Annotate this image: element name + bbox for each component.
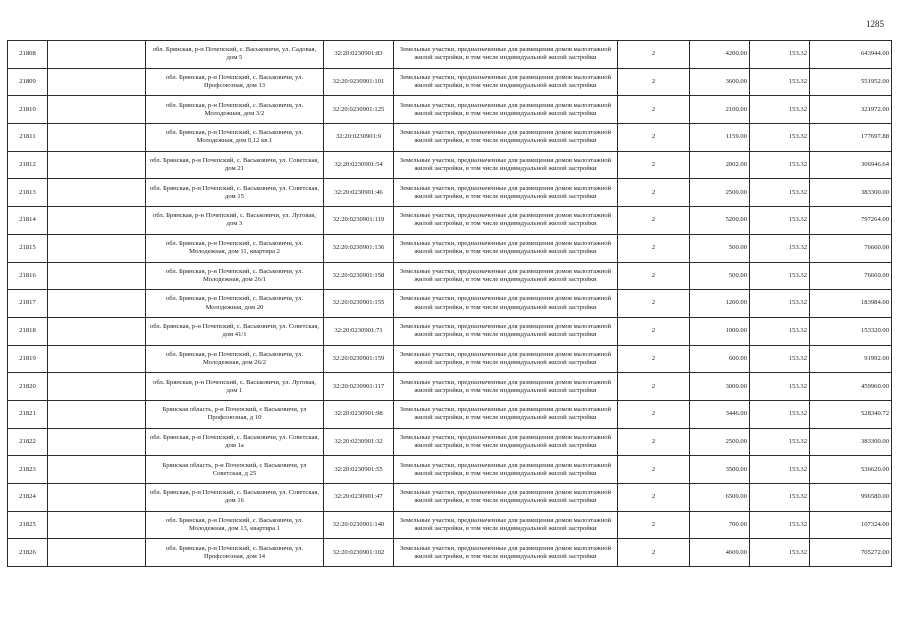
permitted-use-cell: Земельные участки, предназначенные для размещения домов малоэтажной жилой застройки, в том числе индивидуальной жилой застройки (394, 400, 618, 428)
group-code-cell: 2 (618, 151, 690, 179)
permitted-use-cell: Земельные участки, предназначенные для размещения домов малоэтажной жилой застройки, в том числе индивидуальной жилой застройки (394, 317, 618, 345)
table-body (8, 41, 892, 567)
permitted-use-cell: Земельные участки, предназначенные для размещения домов малоэтажной жилой застройки, в том числе индивидуальной жилой застройки (394, 428, 618, 456)
specific-value-cell: 153.32 (750, 345, 810, 373)
table-row (8, 234, 892, 262)
cadastral-number-cell: 32:20:0230901:117 (324, 373, 394, 401)
area-cell: 2002.00 (690, 151, 750, 179)
group-code-cell: 2 (618, 290, 690, 318)
group-code-cell: 2 (618, 234, 690, 262)
group-code-cell: 2 (618, 207, 690, 235)
cadastral-number-cell: 32:20:0230901:125 (324, 96, 394, 124)
address-cell: обл. Брянская, р-н Почепский, с. Васьковичи, ул. Профсоюзная, дом 14 (146, 539, 324, 567)
cadastral-value-cell: 107324.00 (810, 511, 892, 539)
cadastral-number-cell: 32:20:0230901:101 (324, 68, 394, 96)
group-code-cell: 2 (618, 400, 690, 428)
area-cell: 500.00 (690, 262, 750, 290)
address-cell: обл. Брянская, р-н Почепский, с. Васьковичи, ул. Молодежная, дом 0,12 кв.1 (146, 124, 324, 152)
group-code-cell: 2 (618, 68, 690, 96)
permitted-use-cell: Земельные участки, предназначенные для размещения домов малоэтажной жилой застройки, в том числе индивидуальной жилой застройки (394, 290, 618, 318)
row-number-cell: 21818 (8, 317, 48, 345)
row-number-cell: 21821 (8, 400, 48, 428)
group-code-cell: 2 (618, 262, 690, 290)
area-cell: 3600.00 (690, 68, 750, 96)
permitted-use-cell: Земельные участки, предназначенные для размещения домов малоэтажной жилой застройки, в том числе индивидуальной жилой застройки (394, 96, 618, 124)
area-cell: 2500.00 (690, 428, 750, 456)
address-cell: обл. Брянская, р-н Почепский, с. Васьковичи, ул. Молодежная, дом 3/2 (146, 96, 324, 124)
area-cell: 4200.00 (690, 41, 750, 69)
cadastral-number-cell: 32:20:0230901:55 (324, 456, 394, 484)
area-cell: 600.00 (690, 345, 750, 373)
area-cell: 2500.00 (690, 179, 750, 207)
row-number-cell: 21824 (8, 484, 48, 512)
permitted-use-cell: Земельные участки, предназначенные для размещения домов малоэтажной жилой застройки, в том числе индивидуальной жилой застройки (394, 456, 618, 484)
spacer-cell (48, 317, 146, 345)
row-number-cell: 21814 (8, 207, 48, 235)
group-code-cell: 2 (618, 179, 690, 207)
cadastral-number-cell: 32:20:0230901:159 (324, 345, 394, 373)
address-cell: обл. Брянская, р-н Почепский, с. Васьковичи, ул. Молодежная, дом 20 (146, 290, 324, 318)
cadastral-value-cell: 76660.00 (810, 234, 892, 262)
row-number-cell: 21813 (8, 179, 48, 207)
table-row (8, 96, 892, 124)
specific-value-cell: 153.32 (750, 539, 810, 567)
table-row (8, 511, 892, 539)
group-code-cell: 2 (618, 484, 690, 512)
specific-value-cell: 153.32 (750, 41, 810, 69)
table-row (8, 317, 892, 345)
table-row (8, 373, 892, 401)
specific-value-cell: 153.32 (750, 262, 810, 290)
address-cell: обл. Брянская, р-н Почепский, с. Васьковичи, ул. Советская, дом 41/1 (146, 317, 324, 345)
group-code-cell: 2 (618, 345, 690, 373)
table-row (8, 41, 892, 69)
cadastral-value-cell: 383300.00 (810, 179, 892, 207)
area-cell: 1200.00 (690, 290, 750, 318)
row-number-cell: 21826 (8, 539, 48, 567)
row-number-cell: 21816 (8, 262, 48, 290)
table-row (8, 539, 892, 567)
area-cell: 5200.00 (690, 207, 750, 235)
permitted-use-cell: Земельные участки, предназначенные для размещения домов малоэтажной жилой застройки, в том числе индивидуальной жилой застройки (394, 345, 618, 373)
spacer-cell (48, 400, 146, 428)
row-number-cell: 21825 (8, 511, 48, 539)
permitted-use-cell: Земельные участки, предназначенные для размещения домов малоэтажной жилой застройки, в том числе индивидуальной жилой застройки (394, 262, 618, 290)
address-cell: Брянская область, р-н Почепский, с Васьковичи, ул Советская, д 25 (146, 456, 324, 484)
group-code-cell: 2 (618, 41, 690, 69)
area-cell: 3000.00 (690, 373, 750, 401)
cadastral-number-cell: 32:20:0230901:54 (324, 151, 394, 179)
address-cell: обл. Брянская, р-н Почепский, с. Васьковичи, ул. Молодежная, дом 26/1 (146, 262, 324, 290)
spacer-cell (48, 179, 146, 207)
specific-value-cell: 153.32 (750, 234, 810, 262)
cadastral-value-cell: 306946.64 (810, 151, 892, 179)
cadastral-value-cell: 528340.72 (810, 400, 892, 428)
specific-value-cell: 153.32 (750, 124, 810, 152)
permitted-use-cell: Земельные участки, предназначенные для размещения домов малоэтажной жилой застройки, в том числе индивидуальной жилой застройки (394, 511, 618, 539)
specific-value-cell: 153.32 (750, 484, 810, 512)
address-cell: обл. Брянская, р-н Почепский, с. Васьковичи, ул. Советская, дом 21 (146, 151, 324, 179)
spacer-cell (48, 511, 146, 539)
group-code-cell: 2 (618, 373, 690, 401)
cadastral-value-cell: 76660.00 (810, 262, 892, 290)
spacer-cell (48, 68, 146, 96)
address-cell: обл. Брянская, р-н Почепский, с. Васьковичи, ул. Советская, дом 16 (146, 484, 324, 512)
area-cell: 2100.00 (690, 96, 750, 124)
spacer-cell (48, 41, 146, 69)
cadastral-number-cell: 32:20:0230901:136 (324, 234, 394, 262)
cadastral-value-cell: 536620.00 (810, 456, 892, 484)
specific-value-cell: 153.32 (750, 511, 810, 539)
cadastral-number-cell: 32:20:0230901:46 (324, 179, 394, 207)
address-cell: обл. Брянская, р-н Почепский, с. Васьковичи, ул. Советская, дом 15 (146, 179, 324, 207)
cadastral-number-cell: 32:20:0230901:32 (324, 428, 394, 456)
address-cell: обл. Брянская, р-н Почепский, с. Васьковичи, ул. Молодежная, дом 11, квартира 2 (146, 234, 324, 262)
specific-value-cell: 153.32 (750, 96, 810, 124)
cadastral-value-cell: 153320.00 (810, 317, 892, 345)
specific-value-cell: 153.32 (750, 317, 810, 345)
cadastral-value-cell: 996580.00 (810, 484, 892, 512)
table-row (8, 400, 892, 428)
spacer-cell (48, 234, 146, 262)
specific-value-cell: 153.32 (750, 179, 810, 207)
table-row (8, 262, 892, 290)
spacer-cell (48, 345, 146, 373)
spacer-cell (48, 151, 146, 179)
address-cell: обл. Брянская, р-н Почепский, с. Васьковичи, ул. Молодежная, дом 26/2 (146, 345, 324, 373)
cadastral-number-cell: 32:20:0230901:102 (324, 539, 394, 567)
specific-value-cell: 153.32 (750, 428, 810, 456)
address-cell: обл. Брянская, р-н Почепский, с. Васьковичи, ул. Садовая, дом 5 (146, 41, 324, 69)
area-cell: 3500.00 (690, 456, 750, 484)
table-row (8, 151, 892, 179)
permitted-use-cell: Земельные участки, предназначенные для размещения домов малоэтажной жилой застройки, в том числе индивидуальной жилой застройки (394, 539, 618, 567)
cadastral-value-cell: 321972.00 (810, 96, 892, 124)
table-row (8, 124, 892, 152)
spacer-cell (48, 96, 146, 124)
row-number-cell: 21811 (8, 124, 48, 152)
cadastral-value-cell: 551952.00 (810, 68, 892, 96)
permitted-use-cell: Земельные участки, предназначенные для размещения домов малоэтажной жилой застройки, в том числе индивидуальной жилой застройки (394, 68, 618, 96)
page-number: 1285 (866, 19, 884, 29)
specific-value-cell: 153.32 (750, 373, 810, 401)
area-cell: 1000.00 (690, 317, 750, 345)
table-row (8, 428, 892, 456)
address-cell: обл. Брянская, р-н Почепский, с. Васьковичи, ул. Луговая, дом 3 (146, 207, 324, 235)
spacer-cell (48, 428, 146, 456)
specific-value-cell: 153.32 (750, 68, 810, 96)
area-cell: 500.00 (690, 234, 750, 262)
address-cell: обл. Брянская, р-н Почепский, с. Васьковичи, ул. Луговая, дом 1 (146, 373, 324, 401)
spacer-cell (48, 290, 146, 318)
spacer-cell (48, 373, 146, 401)
permitted-use-cell: Земельные участки, предназначенные для размещения домов малоэтажной жилой застройки, в том числе индивидуальной жилой застройки (394, 179, 618, 207)
permitted-use-cell: Земельные участки, предназначенные для размещения домов малоэтажной жилой застройки, в том числе индивидуальной жилой застройки (394, 207, 618, 235)
specific-value-cell: 153.32 (750, 207, 810, 235)
cadastral-number-cell: 32:20:0230901:98 (324, 400, 394, 428)
table-row (8, 484, 892, 512)
address-cell: обл. Брянская, р-н Почепский, с. Васьковичи, ул. Молодежная, дом 13, квартира 1 (146, 511, 324, 539)
cadastral-number-cell: 32:20:0230901:158 (324, 262, 394, 290)
group-code-cell: 2 (618, 317, 690, 345)
cadastral-value-cell: 383300.00 (810, 428, 892, 456)
permitted-use-cell: Земельные участки, предназначенные для размещения домов малоэтажной жилой застройки, в том числе индивидуальной жилой застройки (394, 373, 618, 401)
permitted-use-cell: Земельные участки, предназначенные для размещения домов малоэтажной жилой застройки, в том числе индивидуальной жилой застройки (394, 41, 618, 69)
area-cell: 1159.00 (690, 124, 750, 152)
address-cell: Брянская область, р-н Почепский, с Васьковичи, ул Профсоюзная, д 10 (146, 400, 324, 428)
cadastral-number-cell: 32:20:0230901:71 (324, 317, 394, 345)
cadastral-value-cell: 183984.00 (810, 290, 892, 318)
cadastral-number-cell: 32:20:0230901:119 (324, 207, 394, 235)
area-cell: 700.00 (690, 511, 750, 539)
address-cell: обл. Брянская, р-н Почепский, с. Васьковичи, ул. Советская, дом 1а (146, 428, 324, 456)
specific-value-cell: 153.32 (750, 151, 810, 179)
row-number-cell: 21823 (8, 456, 48, 484)
row-number-cell: 21810 (8, 96, 48, 124)
row-number-cell: 21808 (8, 41, 48, 69)
specific-value-cell: 153.32 (750, 456, 810, 484)
table-row (8, 456, 892, 484)
spacer-cell (48, 262, 146, 290)
spacer-cell (48, 456, 146, 484)
row-number-cell: 21819 (8, 345, 48, 373)
cadastral-value-cell: 177697.88 (810, 124, 892, 152)
permitted-use-cell: Земельные участки, предназначенные для размещения домов малоэтажной жилой застройки, в том числе индивидуальной жилой застройки (394, 151, 618, 179)
area-cell: 4600.00 (690, 539, 750, 567)
land-registry-table (7, 40, 892, 567)
table-row (8, 290, 892, 318)
cadastral-value-cell: 91992.00 (810, 345, 892, 373)
row-number-cell: 21822 (8, 428, 48, 456)
cadastral-value-cell: 797264.00 (810, 207, 892, 235)
row-number-cell: 21812 (8, 151, 48, 179)
area-cell: 6500.00 (690, 484, 750, 512)
area-cell: 3446.00 (690, 400, 750, 428)
spacer-cell (48, 124, 146, 152)
group-code-cell: 2 (618, 511, 690, 539)
cadastral-value-cell: 643944.00 (810, 41, 892, 69)
address-cell: обл. Брянская, р-н Почепский, с. Васьковичи, ул. Профсоюзная, дом 13 (146, 68, 324, 96)
row-number-cell: 21815 (8, 234, 48, 262)
spacer-cell (48, 207, 146, 235)
table-row (8, 68, 892, 96)
group-code-cell: 2 (618, 96, 690, 124)
cadastral-number-cell: 32:20:0230901:47 (324, 484, 394, 512)
cadastral-number-cell: 32:20:0230901:83 (324, 41, 394, 69)
permitted-use-cell: Земельные участки, предназначенные для размещения домов малоэтажной жилой застройки, в том числе индивидуальной жилой застройки (394, 234, 618, 262)
specific-value-cell: 153.32 (750, 400, 810, 428)
table-row (8, 207, 892, 235)
row-number-cell: 21809 (8, 68, 48, 96)
permitted-use-cell: Земельные участки, предназначенные для размещения домов малоэтажной жилой застройки, в том числе индивидуальной жилой застройки (394, 124, 618, 152)
cadastral-number-cell: 32:20:0230901:9 (324, 124, 394, 152)
spacer-cell (48, 484, 146, 512)
table-row (8, 179, 892, 207)
row-number-cell: 21820 (8, 373, 48, 401)
table-row (8, 345, 892, 373)
group-code-cell: 2 (618, 428, 690, 456)
group-code-cell: 2 (618, 539, 690, 567)
row-number-cell: 21817 (8, 290, 48, 318)
spacer-cell (48, 539, 146, 567)
group-code-cell: 2 (618, 124, 690, 152)
cadastral-value-cell: 459960.00 (810, 373, 892, 401)
cadastral-number-cell: 32:20:0230901:155 (324, 290, 394, 318)
specific-value-cell: 153.32 (750, 290, 810, 318)
group-code-cell: 2 (618, 456, 690, 484)
permitted-use-cell: Земельные участки, предназначенные для размещения домов малоэтажной жилой застройки, в том числе индивидуальной жилой застройки (394, 484, 618, 512)
cadastral-value-cell: 705272.00 (810, 539, 892, 567)
cadastral-number-cell: 32:20:0230901:140 (324, 511, 394, 539)
